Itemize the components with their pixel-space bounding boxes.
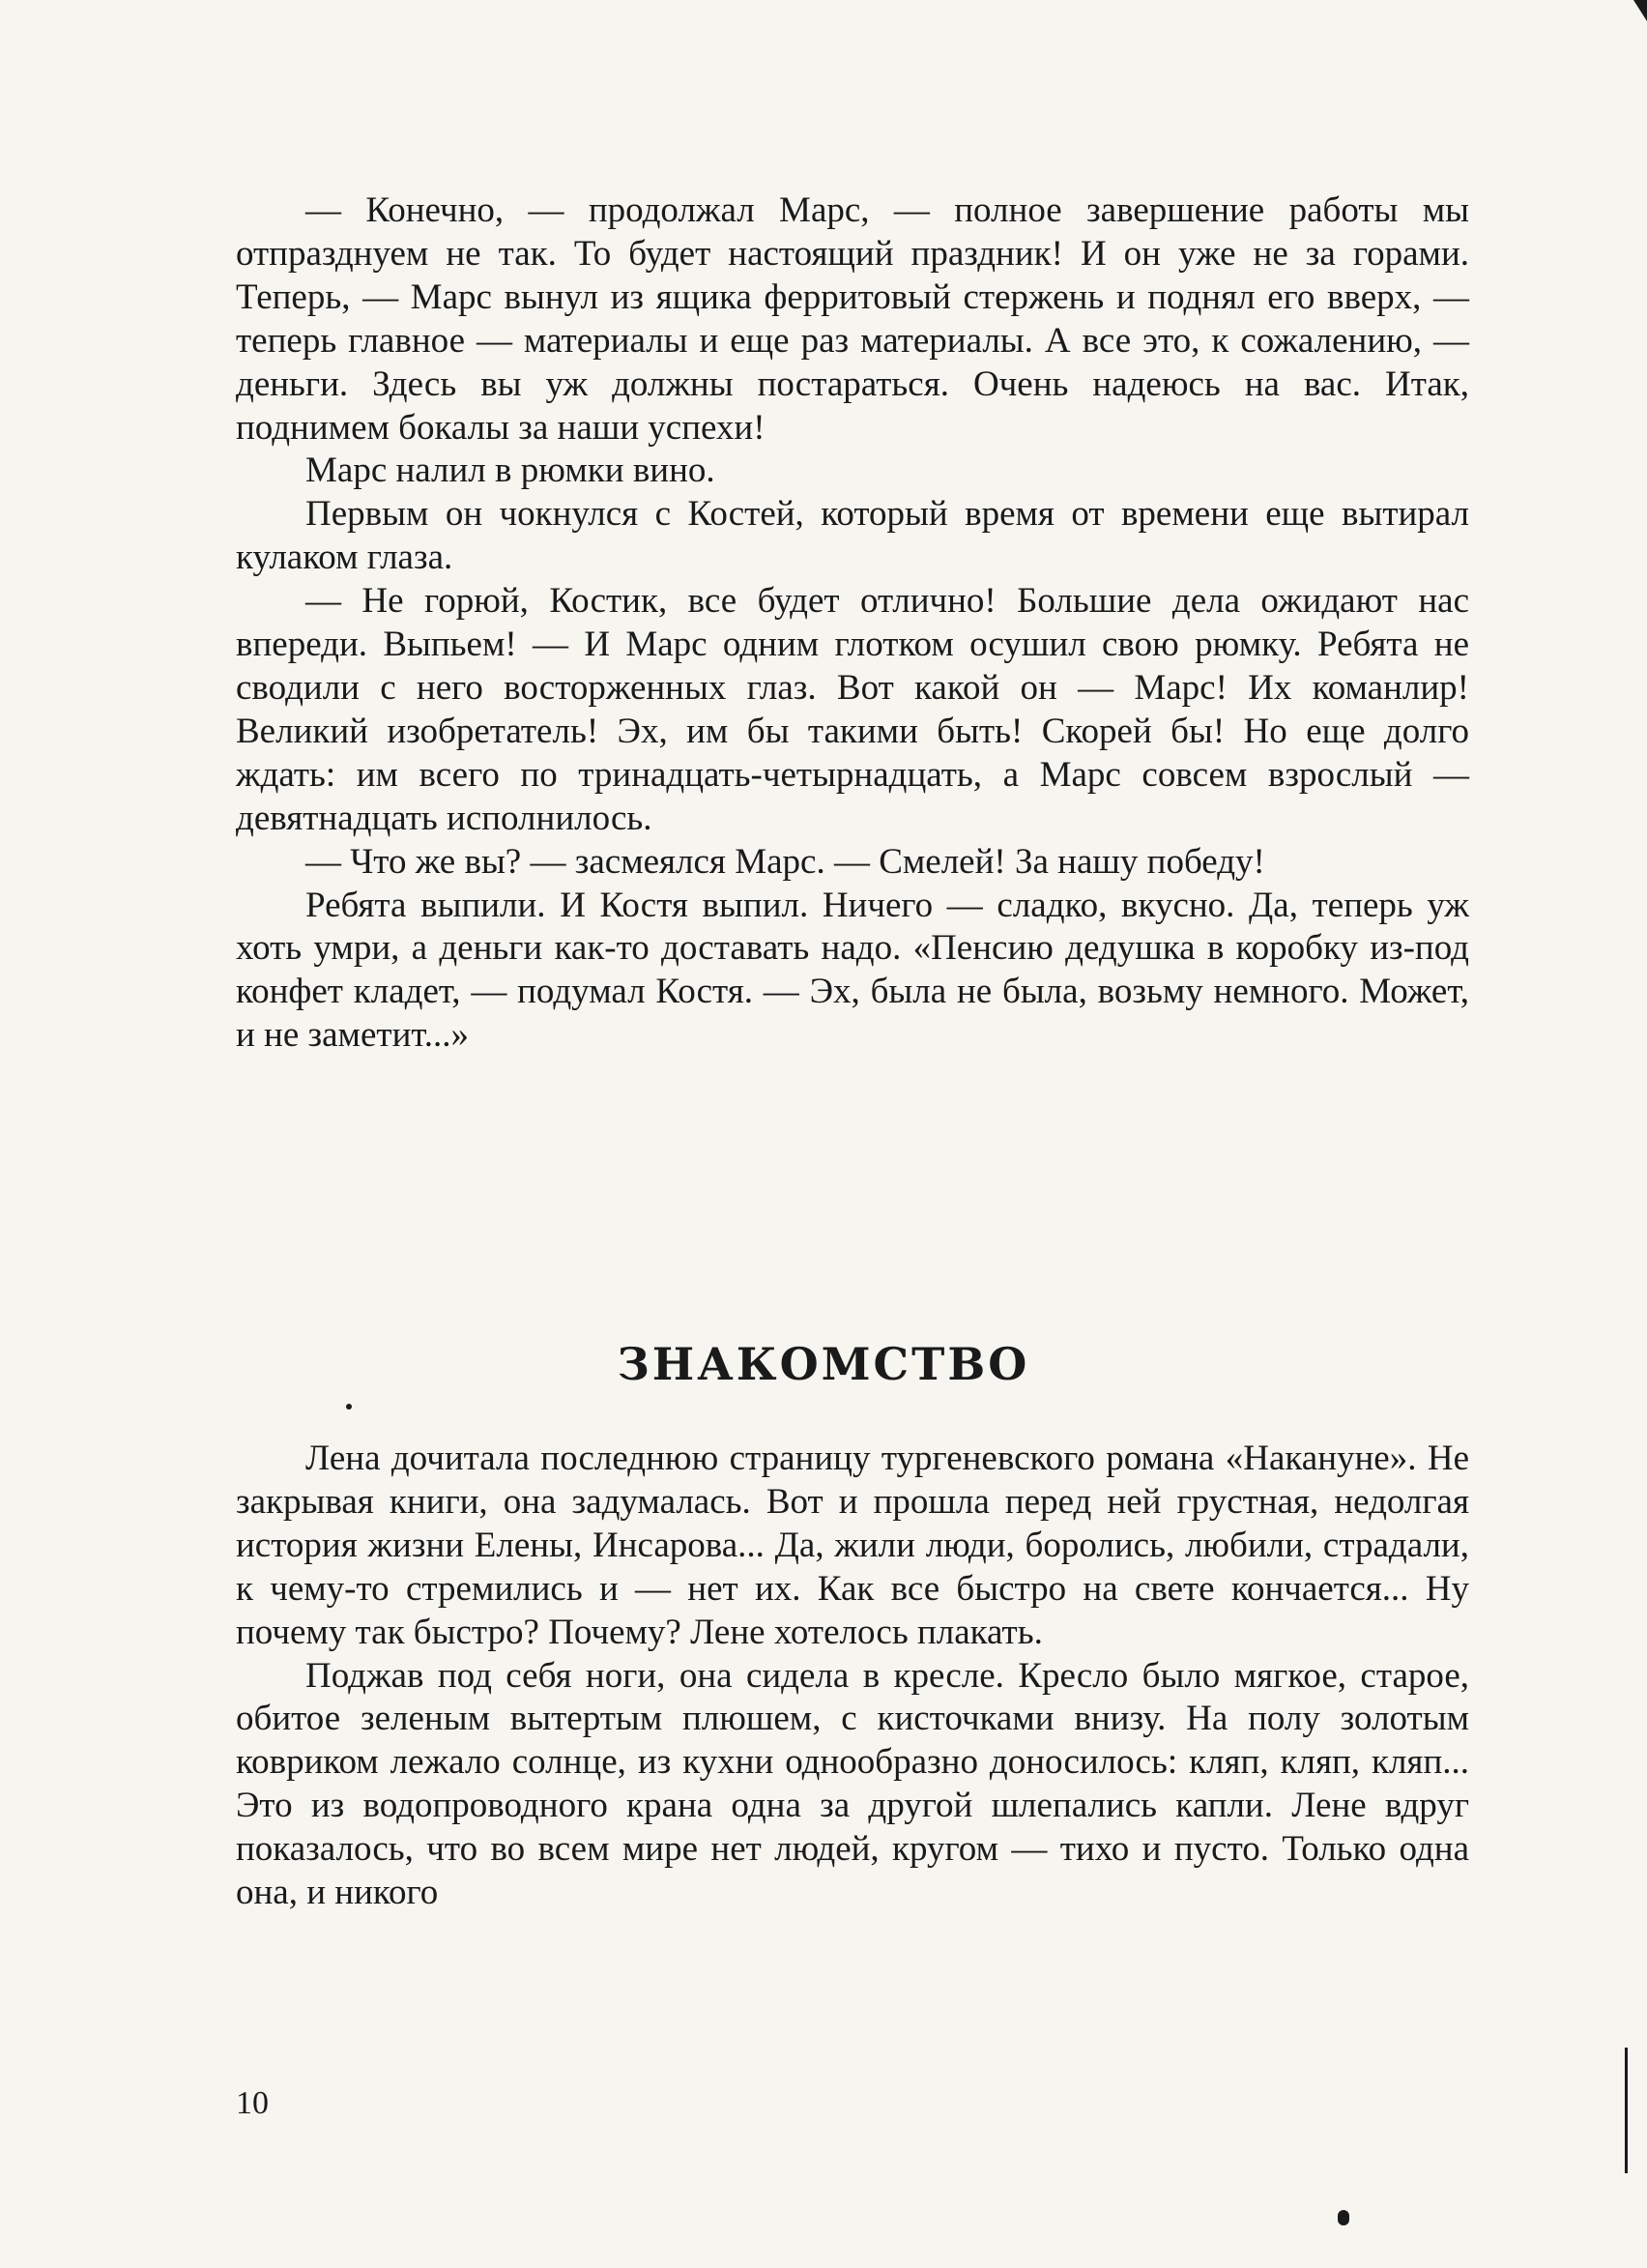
scan-speck — [346, 1404, 352, 1410]
scan-speck — [1338, 2210, 1349, 2225]
paragraph: Поджав под себя ноги, она сидела в кресле. Кресло было мягкое, старое, обитое зеленым вытертым плюшем, с кисточками внизу. На полу золотым ковриком лежало солнце, из кухни однообразно доносилось: кляп, кляп, кляп... Это из водопроводного крана одна за другой шлепались капли. Лене вдруг показалось, что во всем мире нет людей, кругом — тихо и пусто. Только одна она, и никого — [236, 1655, 1469, 1913]
paragraph: — Что же вы? — засмеялся Марс. — Смелей! За нашу победу! — [305, 841, 1265, 882]
paragraph: — Не горюй, Костик, все будет отлично! Большие дела ожидают нас впереди. Выпьем! — И Марс одним глотком осушил свою рюмку. Ребята не сводили с него восторженных глаз. Вот какой он — Марс! Их команлир! Великий изобретатель! Эх, им бы такими быть! Скорей бы! Но еще долго ждать: им всего по тринадцать-четырнадцать, а Марс совсем взрослый — девятнадцать исполнилось. — [236, 581, 1469, 838]
paragraph: Ребята выпили. И Костя выпил. Ничего — сладко, вкусно. Да, теперь уж хоть умри, а деньги как-то доставать надо. «Пенсию дедушка в коробку из-под конфет кладет, — подумал Костя. — Эх, была не была, возьму немного. Может, и не заметит...» — [236, 885, 1469, 1056]
paragraph: Лена дочитала последнюю страницу тургеневского романа «Накануне». Не закрывая книги, она задумалась. Вот и прошла перед ней грустная, недолгая история жизни Елены, Инсарова... Да, жили люди, боролись, любили, страдали, к чему-то стремились и — нет их. Как все быстро на свете кончается... Ну почему так быстро? Почему? Лене хотелось плакать. — [236, 1439, 1469, 1652]
page-number: 10 — [236, 2085, 269, 2121]
scan-edge-line — [1625, 2048, 1628, 2173]
text-block-after-heading — [236, 1438, 1469, 1915]
paragraph: Первым он чокнулся с Костей, который время от времени еще вытирал кулаком глаза. — [236, 494, 1469, 578]
paragraph: — Конечно, — продолжал Марс, — полное завершение работы мы отпразднуем не так. То будет настоящий праздник! И он уже не за горами. Теперь, — Марс вынул из ящика ферритовый стержень и поднял его вверх, — теперь главное — материалы и еще раз материалы. А все это, к сожалению, — деньги. Здесь вы уж должны постараться. Очень надеюсь на вас. Итак, поднимем бокалы за наши успехи! — [236, 190, 1469, 448]
scan-corner-mark — [1633, 0, 1647, 21]
chapter-heading: ЗНАКОМСТВО — [617, 1338, 1030, 1390]
text-block-before-heading — [236, 189, 1469, 1058]
paragraph: Марс налил в рюмки вино. — [305, 451, 715, 491]
